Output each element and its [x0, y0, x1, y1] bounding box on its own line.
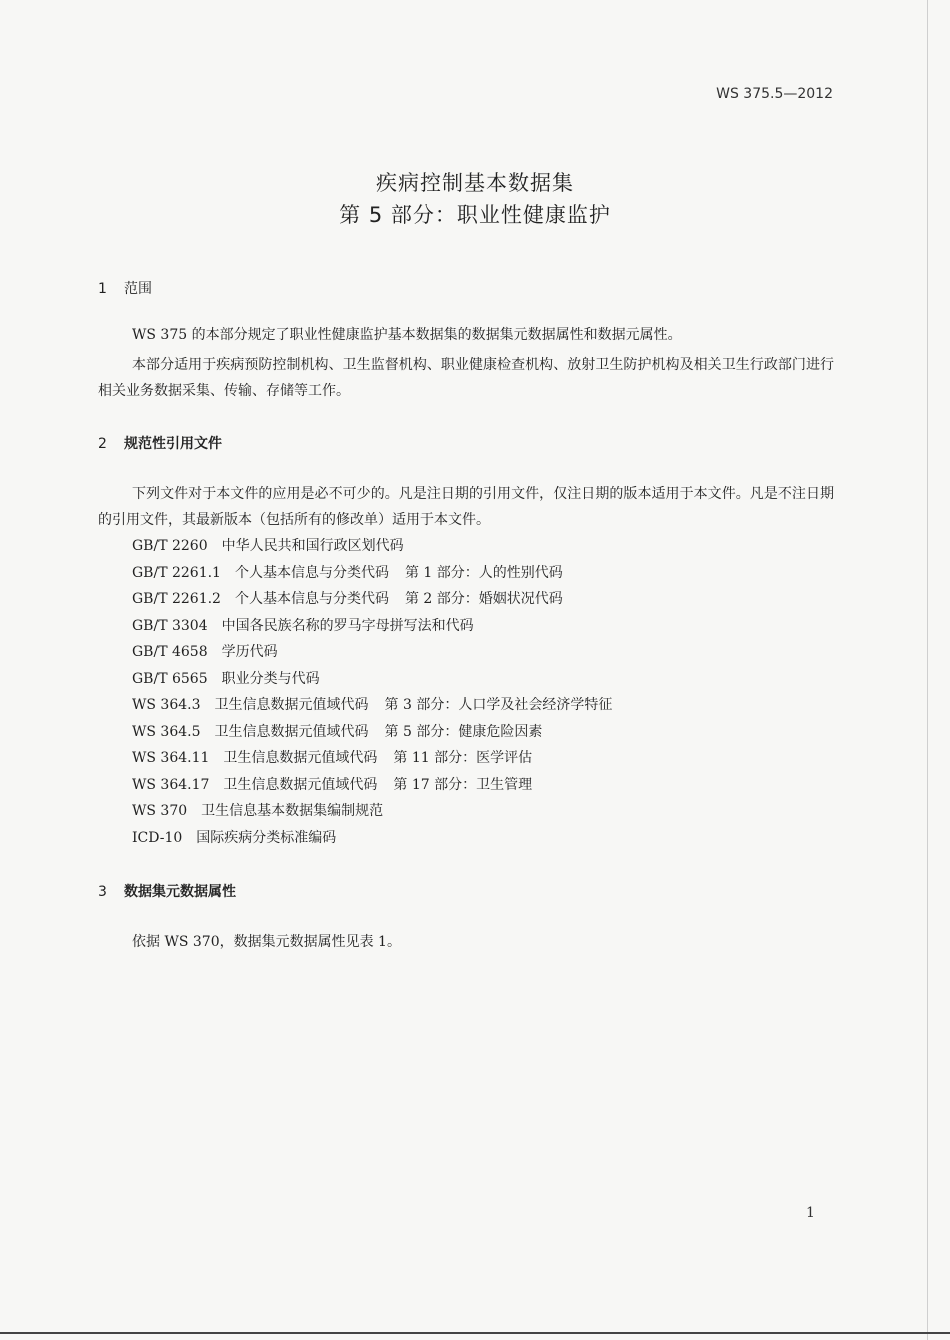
reference-item: GB/T 2261.2 个人基本信息与分类代码 第 2 部分：婚姻状况代码 — [132, 591, 563, 607]
section-1-paragraph-1: WS 375 的本部分规定了职业性健康监护基本数据集的数据集元数据属性和数据元属性。 — [132, 327, 682, 343]
section-2-paragraph: 下列文件对于本文件的应用是必不可少的。凡是注日期的引用文件，仅注日期的版本适用于本文件。凡是不注日期的引用文件，其最新版本（包括所有的修改单）适用于本文件。 — [98, 486, 834, 528]
reference-item: WS 364.11 卫生信息数据元值域代码 第 11 部分：医学评估 — [132, 750, 533, 766]
page-number: 1 — [806, 1205, 815, 1221]
reference-list — [132, 533, 612, 851]
reference-item: WS 364.3 卫生信息数据元值域代码 第 3 部分：人口学及社会经济学特征 — [132, 697, 613, 713]
reference-item: GB/T 2260 中华人民共和国行政区划代码 — [132, 538, 404, 554]
reference-item: ICD-10 国际疾病分类标准编码 — [132, 829, 337, 846]
reference-item: GB/T 3304 中国各民族名称的罗马字母拼写法和代码 — [132, 617, 474, 634]
scan-edge-bottom — [0, 1332, 950, 1334]
reference-item: GB/T 2261.1 个人基本信息与分类代码 第 1 部分：人的性别代码 — [132, 564, 563, 581]
reference-item: WS 364.17 卫生信息数据元值域代码 第 17 部分：卫生管理 — [132, 776, 533, 793]
reference-item: WS 370 卫生信息基本数据集编制规范 — [132, 803, 384, 819]
document-subtitle: 第 5 部分：职业性健康监护 — [339, 203, 611, 227]
reference-item: WS 364.5 卫生信息数据元值域代码 第 5 部分：健康危险因素 — [132, 723, 543, 740]
standard-code: WS 375.5—2012 — [716, 86, 833, 102]
section-3-heading: 3 数据集元数据属性 — [98, 884, 236, 900]
section-1-heading: 1 范围 — [98, 281, 152, 297]
section-1-paragraph-2: 本部分适用于疾病预防控制机构、卫生监督机构、职业健康检查机构、放射卫生防护机构及相关卫生行政部门进行相关业务数据采集、传输、存储等工作。 — [98, 357, 834, 399]
document-title: 疾病控制基本数据集 — [376, 171, 574, 195]
section-3-paragraph: 依据 WS 370，数据集元数据属性见表 1。 — [132, 934, 401, 950]
reference-item: GB/T 4658 学历代码 — [132, 644, 278, 660]
reference-item: GB/T 6565 职业分类与代码 — [132, 670, 320, 687]
section-2-heading: 2 规范性引用文件 — [98, 436, 222, 452]
